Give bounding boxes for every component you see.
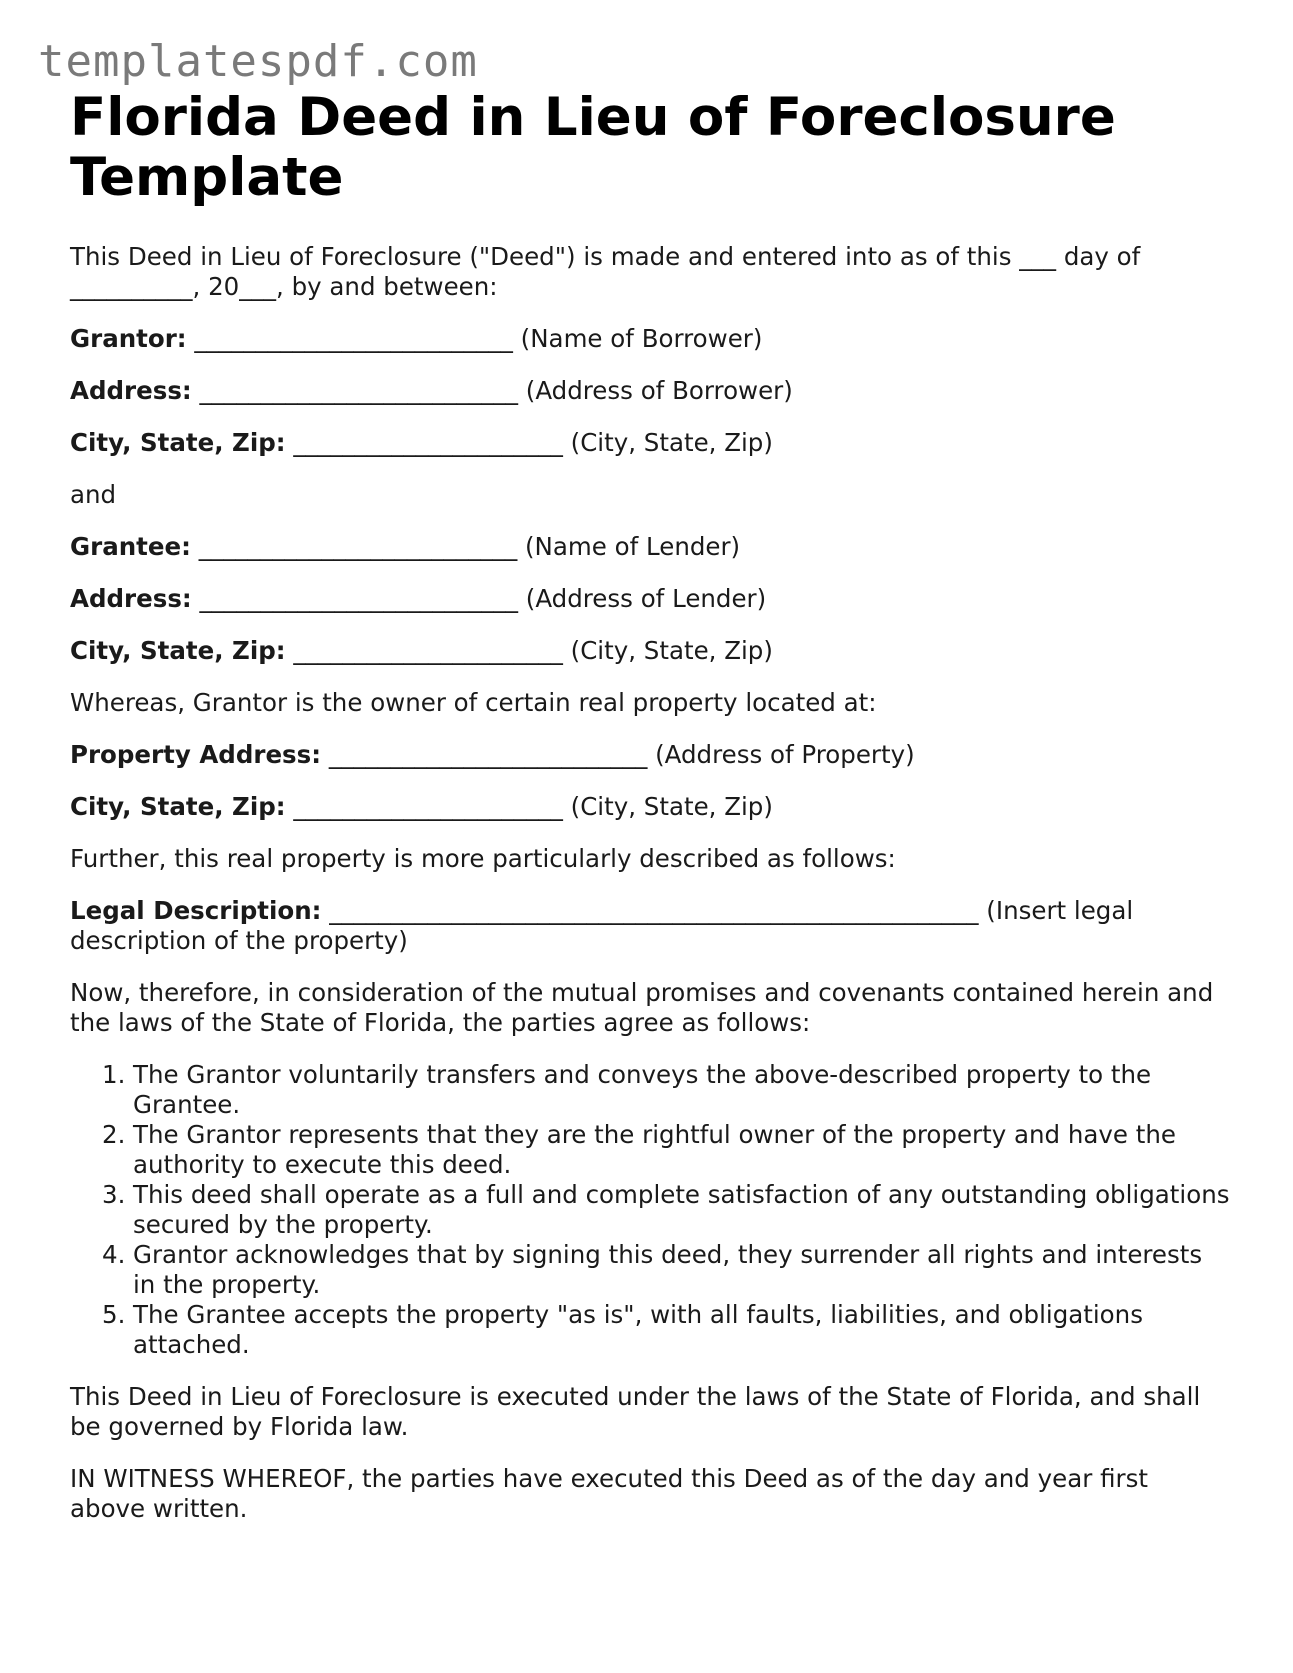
whereas-paragraph: Whereas, Grantor is the owner of certain real property located at: [70,688,877,717]
field-blank: __________________________ (Name of Borrower) [186,324,763,353]
field-label: Grantee: [70,532,191,561]
field-label: Address: [70,376,192,405]
list-text: The Grantor voluntarily transfers and conveys the above-described property to the Grantee. [133,1060,1152,1119]
further-paragraph: Further, this real property is more particularly described as follows: [70,844,896,873]
field-label: Property Address: [70,740,322,769]
list-text: This deed shall operate as a full and complete satisfaction of any outstanding obligations secured by the property. [133,1180,1230,1239]
field-blank: ______________________ (City, State, Zip) [285,792,773,821]
watermark: templatespdf.com [38,36,478,87]
list-number: 5. [102,1300,126,1329]
list-number: 4. [102,1240,126,1269]
property-address-field [70,740,1230,770]
legal-description-field [70,896,1230,956]
witness-paragraph: IN WITNESS WHEREOF, the parties have executed this Deed as of the day and year first above written. [70,1464,1148,1523]
list-item [70,1060,1230,1120]
list-text: The Grantee accepts the property "as is", with all faults, liabilities, and obligations attached. [133,1300,1143,1359]
list-number: 3. [102,1180,126,1209]
field-blank: __________________________ (Address of Property) [321,740,915,769]
grantor-name-field [70,324,1230,354]
list-number: 2. [102,1120,126,1149]
grantee-city-field [70,636,1230,666]
grantor-city-field [70,428,1230,458]
document-title: Florida Deed in Lieu of Foreclosure Template [70,87,1116,208]
now-therefore-paragraph: Now, therefore, in consideration of the mutual promises and covenants contained herein and the laws of the State of Florida, the parties agree as follows: [70,978,1214,1037]
field-label: City, State, Zip: [70,792,286,821]
field-label: City, State, Zip: [70,428,286,457]
grantor-address-field [70,376,1230,406]
grantee-address-field [70,584,1230,614]
list-text: Grantor acknowledges that by signing this deed, they surrender all rights and interests in the property. [133,1240,1203,1299]
field-blank: __________________________ (Address of Borrower) [191,376,793,405]
field-blank: ______________________ (City, State, Zip) [285,428,773,457]
field-label: City, State, Zip: [70,636,286,665]
governing-law-paragraph: This Deed in Lieu of Foreclosure is executed under the laws of the State of Florida, and shall be governed by Florida law. [70,1382,1201,1441]
document-body [70,88,1230,1524]
list-item [70,1240,1230,1300]
list-text: The Grantor represents that they are the rightful owner of the property and have the authority to execute this deed. [133,1120,1176,1179]
field-blank: ______________________ (City, State, Zip) [285,636,773,665]
field-label: Address: [70,584,192,613]
list-item [70,1180,1230,1240]
field-blank: __________________________ (Address of Lender) [191,584,767,613]
terms-list [70,1060,1230,1360]
and-text: and [70,480,117,509]
field-blank: __________________________ (Name of Lender) [190,532,741,561]
grantee-name-field [70,532,1230,562]
field-label: Legal Description: [70,896,322,925]
list-item [70,1120,1230,1180]
property-city-field [70,792,1230,822]
list-item [70,1300,1230,1360]
field-blank: _____________________________________________________ (Insert legal description of the property) [70,896,1134,955]
intro-paragraph: This Deed in Lieu of Foreclosure ("Deed") is made and entered into as of this ___ day of __________, 20___, by and between: [70,242,1141,301]
field-label: Grantor: [70,324,187,353]
list-number: 1. [102,1060,126,1089]
